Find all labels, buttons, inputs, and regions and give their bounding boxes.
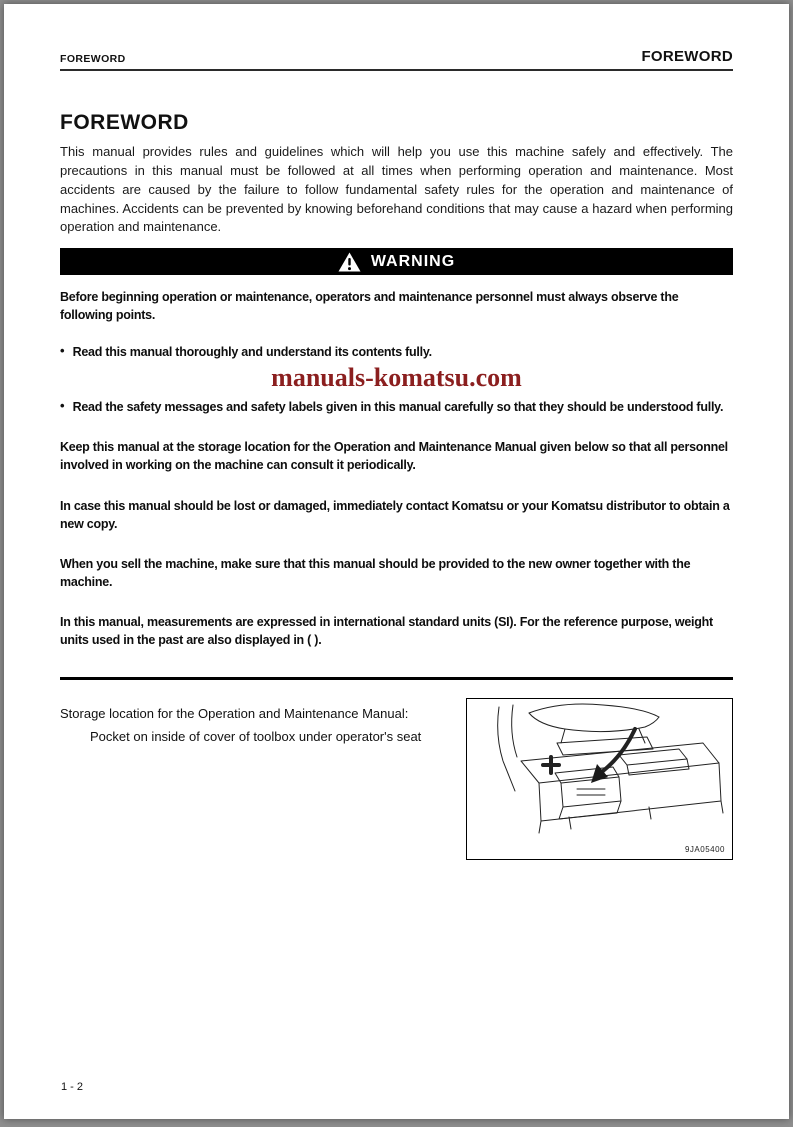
watermark-text: manuals-komatsu.com [271, 362, 522, 392]
warning-paragraph-4: In this manual, measurements are expressed in international standard units (SI). For the reference purpose, weight units used in the past are also displayed in ( ). [60, 615, 713, 648]
page-header [60, 48, 733, 65]
page-number: 1 - 2 [61, 1081, 84, 1093]
bullet-text-1: Read this manual thoroughly and understand its contents fully. [72, 345, 432, 360]
bullet-marker [60, 398, 65, 415]
toolbox-line-drawing [467, 699, 732, 859]
page-title: FOREWORD [60, 111, 189, 134]
storage-line-1: Storage location for the Operation and Maintenance Manual: [60, 706, 409, 722]
bullet-text-2: Read the safety messages and safety labels given in this manual carefully so that they should be understood fully. [72, 400, 724, 415]
warning-paragraph-2: In case this manual should be lost or damaged, immediately contact Komatsu or your Komatsu distributor to obtain a new copy. [60, 498, 730, 531]
header-right-title: FOREWORD [641, 48, 733, 65]
warning-banner [60, 248, 733, 275]
intro-paragraph: This manual provides rules and guidelines which will help you use this machine safely and effectively. The precautions in this manual must be followed at all times when performing operation and maintenance. Most accidents are caused by the failure to follow fundamental safety rules for the operation and maintenance of machines. Accidents can be prevented by knowing beforehand conditions that may cause a hazard when performing operation and maintenance. [60, 144, 733, 235]
bullet-item-1 [60, 343, 733, 361]
warning-triangle-icon [338, 252, 361, 272]
bullet-marker [60, 343, 65, 360]
warning-paragraph-3: When you sell the machine, make sure that this manual should be provided to the new owner together with the machine. [60, 556, 691, 589]
bullet-item-2 [60, 398, 733, 416]
storage-section [60, 702, 733, 860]
machine-illustration [466, 698, 733, 860]
page-footer [61, 1081, 83, 1093]
warning-intro-text: Before beginning operation or maintenance, operators and maintenance personnel must always observe the following points. [60, 290, 679, 323]
section-divider-rule [60, 677, 733, 680]
document-page [4, 4, 789, 1119]
warning-paragraph-1: Keep this manual at the storage location for the Operation and Maintenance Manual given below so that all personnel involved in working on the machine can consult it periodically. [60, 440, 728, 473]
storage-line-2: Pocket on inside of cover of toolbox under operator's seat [90, 728, 422, 744]
storage-text-block [60, 702, 421, 746]
header-rule [60, 69, 733, 71]
figure-code: 9JA05400 [684, 845, 725, 855]
header-left-title: FOREWORD [60, 53, 126, 65]
warning-label: WARNING [370, 252, 456, 270]
